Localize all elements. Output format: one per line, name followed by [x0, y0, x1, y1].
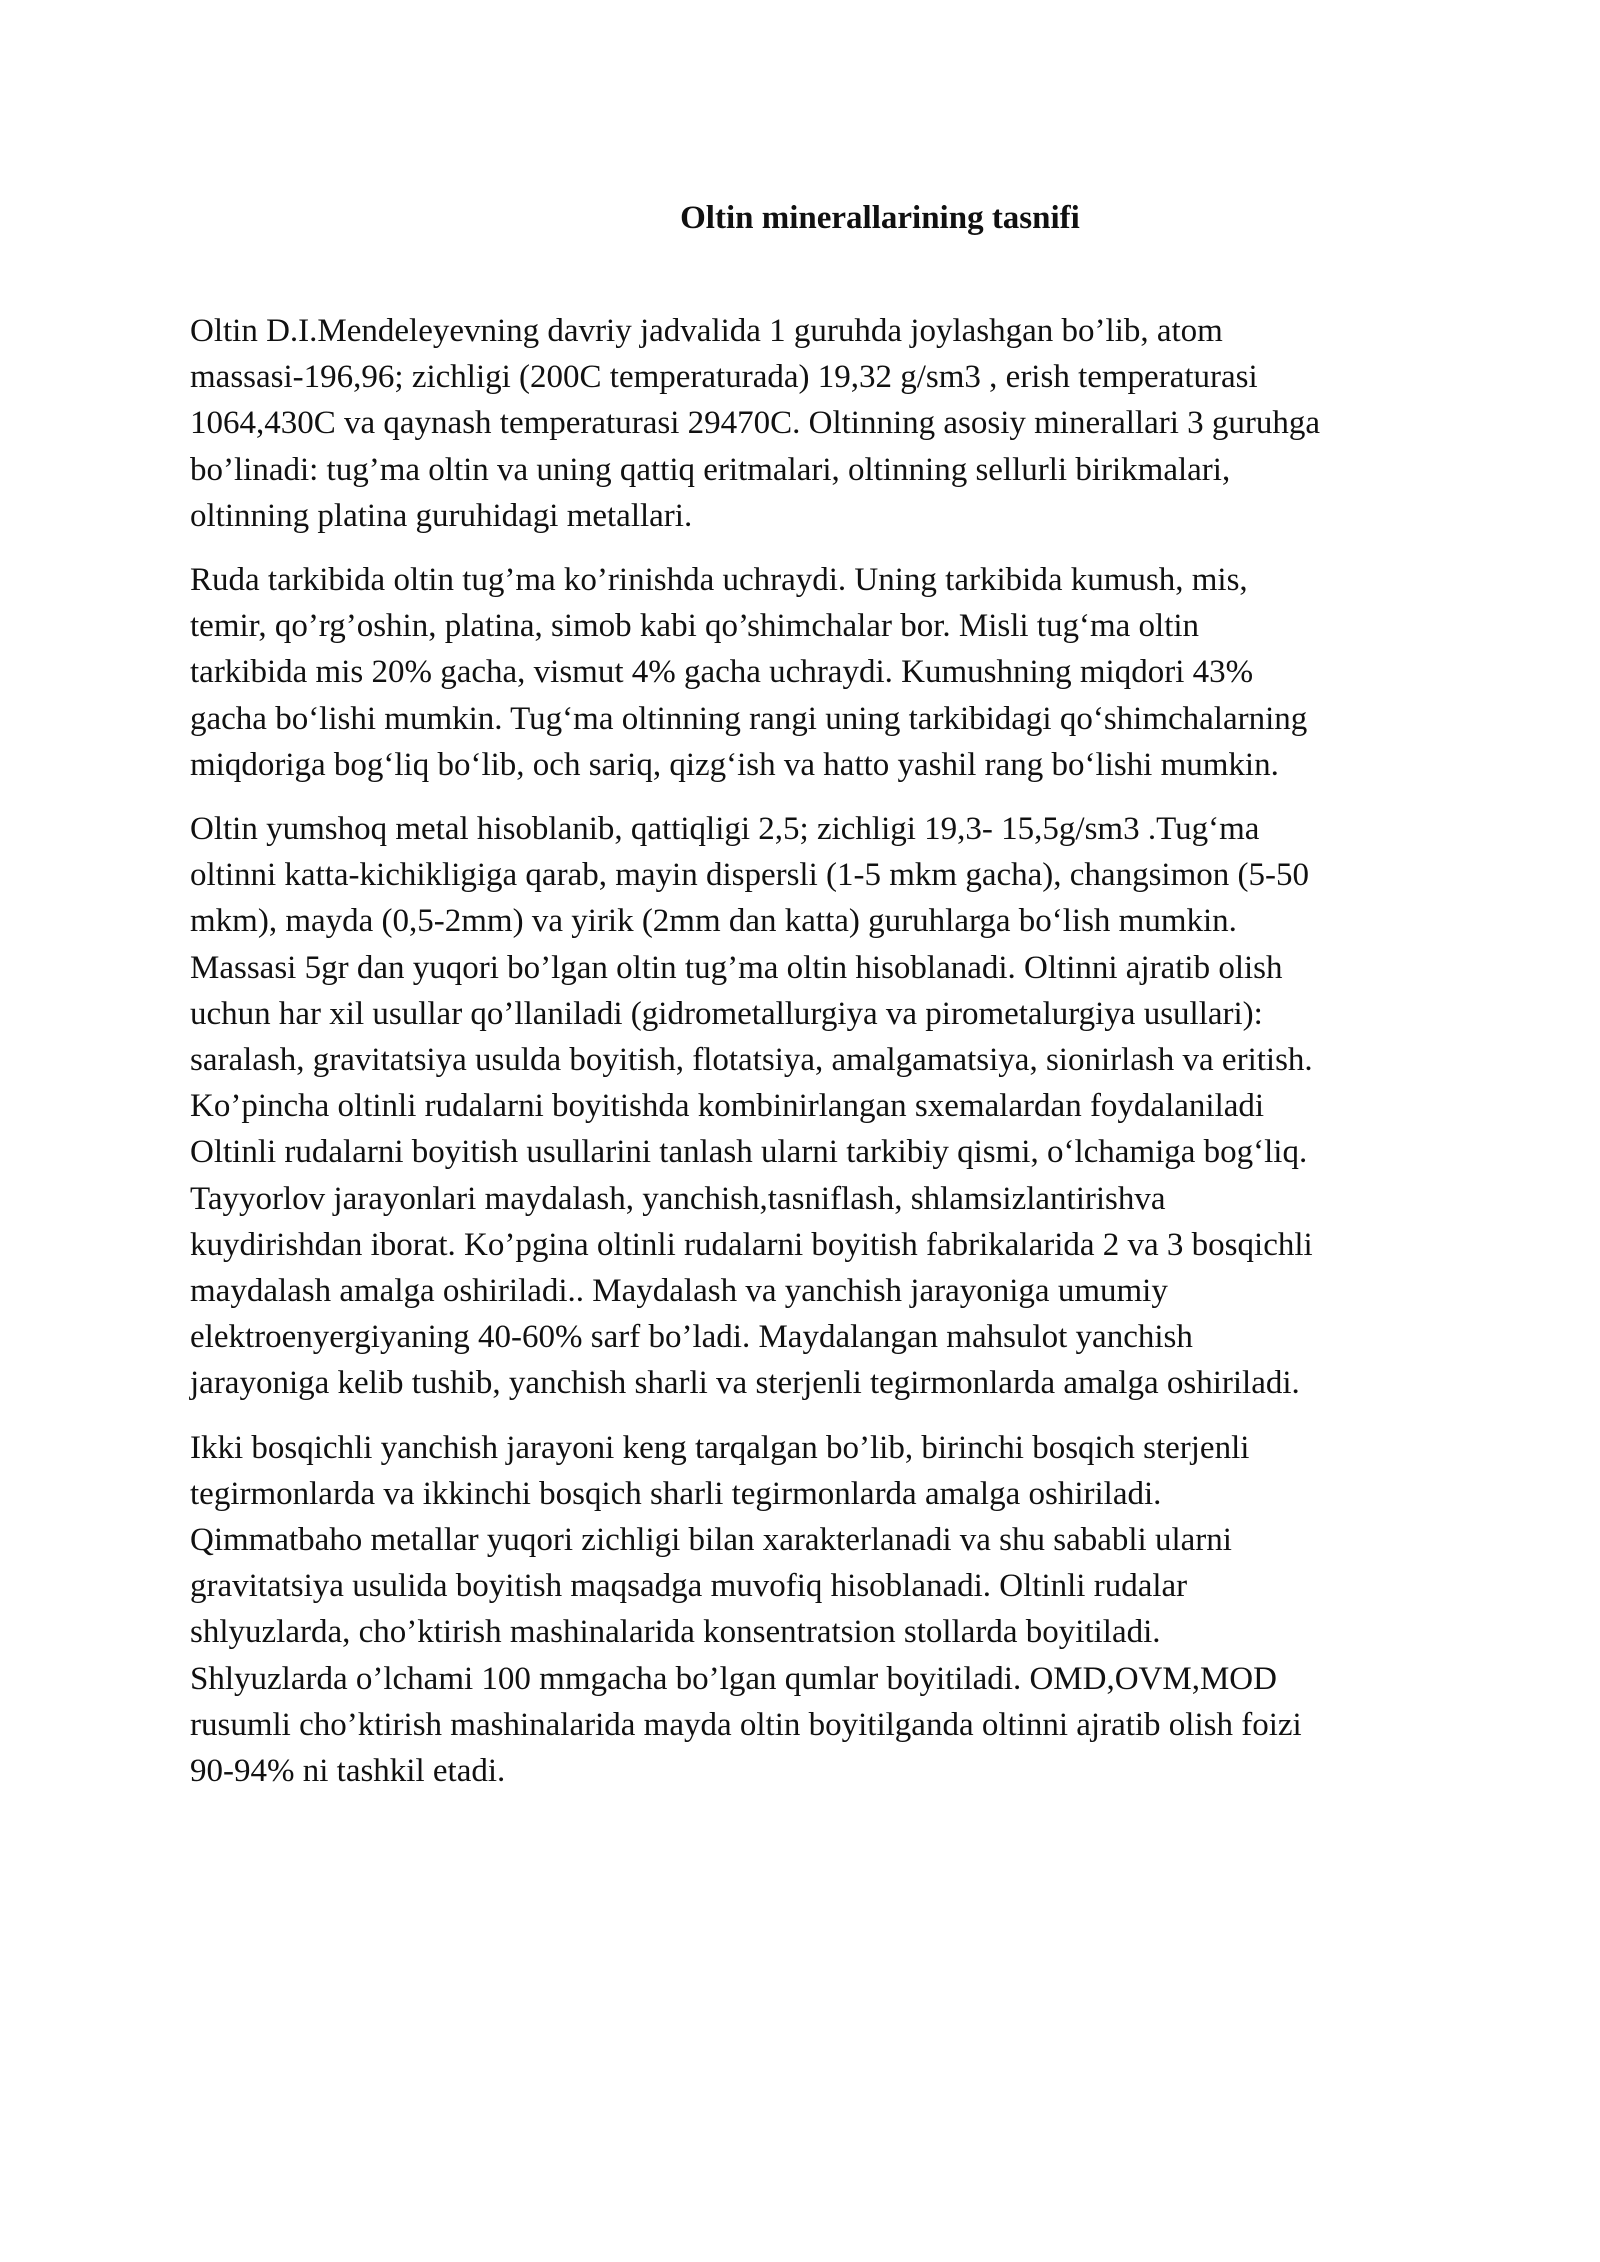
- text-line: Massasi 5gr dan yuqori bo’lgan oltin tug’ma oltin hisoblanadi. Oltinni ajratib olish: [190, 949, 1283, 986]
- text-line: tarkibida mis 20% gacha, vismut 4% gacha uchraydi. Kumushning miqdori 43%: [190, 654, 1254, 691]
- text-line: mkm), mayda (0,5-2mm) va yirik (2mm dan katta) guruhlarga bo‘lish mumkin.: [190, 903, 1237, 940]
- text-line: Ikki bosqichli yanchish jarayoni keng tarqalgan bo’lib, birinchi bosqich sterjenli: [190, 1429, 1250, 1466]
- text-line: jarayoniga kelib tushib, yanchish sharli va sterjenli tegirmonlarda amalga oshiriladi.: [190, 1365, 1300, 1402]
- text-line: saralash, gravitatsiya usulda boyitish, flotatsiya, amalgamatsiya, sionirlash va eritish.: [190, 1042, 1313, 1079]
- paragraph-1: [190, 308, 1500, 539]
- document-body: [190, 308, 1500, 1812]
- text-line: Qimmatbaho metallar yuqori zichligi bilan xarakterlanadi va shu sababli ularni: [190, 1522, 1232, 1559]
- text-line: Oltinli rudalarni boyitish usullarini tanlash ularni tarkibiy qismi, o‘lchamiga bog‘liq.: [190, 1134, 1308, 1171]
- text-line: uchun har xil usullar qo’llaniladi (gidrometallurgiya va pirometalurgiya usullari):: [190, 995, 1263, 1032]
- text-line: oltinning platina guruhidagi metallari.: [190, 497, 693, 534]
- text-line: gacha bo‘lishi mumkin. Tug‘ma oltinning rangi uning tarkibidagi qo‘shimchalarning: [190, 700, 1308, 737]
- text-line: shlyuzlarda, cho’ktirish mashinalarida konsentratsion stollarda boyitiladi.: [190, 1614, 1161, 1651]
- text-line: Ko’pincha oltinli rudalarni boyitishda kombinirlangan sxemalardan foydalaniladi: [190, 1088, 1265, 1125]
- text-line: tegirmonlarda va ikkinchi bosqich sharli tegirmonlarda amalga oshiriladi.: [190, 1475, 1162, 1512]
- document-title: Oltin minerallarining tasnifi: [680, 200, 1080, 236]
- text-line: temir, qo’rg’oshin, platina, simob kabi qo’shimchalar bor. Misli tug‘ma oltin: [190, 608, 1200, 645]
- text-line: massasi-196,96; zichligi (200C temperaturada) 19,32 g/sm3 , erish temperaturasi: [190, 359, 1258, 396]
- text-line: Oltin yumshoq metal hisoblanib, qattiqligi 2,5; zichligi 19,3- 15,5g/sm3 .Tug‘ma: [190, 811, 1260, 848]
- text-line: Ruda tarkibida oltin tug’ma ko’rinishda uchraydi. Uning tarkibida kumush, mis,: [190, 562, 1248, 599]
- text-line: gravitatsiya usulida boyitish maqsadga muvofiq hisoblanadi. Oltinli rudalar: [190, 1568, 1188, 1605]
- paragraph-2: [190, 557, 1500, 788]
- text-line: Shlyuzlarda o’lchami 100 mmgacha bo’lgan qumlar boyitiladi. OMD,OVM,MOD: [190, 1660, 1277, 1697]
- text-line: 90-94% ni tashkil etadi.: [190, 1753, 506, 1790]
- text-line: Oltin D.I.Mendeleyevning davriy jadvalida 1 guruhda joylashgan bo’lib, atom: [190, 313, 1223, 349]
- text-line: Tayyorlov jarayonlari maydalash, yanchish,tasniflash, shlamsizlantirishva: [190, 1180, 1166, 1217]
- text-line: elektroenyergiyaning 40-60% sarf bo’ladi. Maydalangan mahsulot yanchish: [190, 1319, 1193, 1356]
- text-line: oltinni katta-kichikligiga qarab, mayin dispersli (1-5 mkm gacha), changsimon (5-50: [190, 857, 1309, 894]
- text-line: kuydirishdan iborat. Ko’pgina oltinli rudalarni boyitish fabrikalarida 2 va 3 bosqichli: [190, 1226, 1313, 1263]
- paragraph-4: [190, 1425, 1500, 1795]
- paragraph-3: [190, 806, 1500, 1407]
- text-line: rusumli cho’ktirish mashinalarida mayda oltin boyitilganda oltinni ajratib olish foizi: [190, 1706, 1302, 1743]
- text-line: miqdoriga bog‘liq bo‘lib, och sariq, qizg‘ish va hatto yashil rang bo‘lishi mumkin.: [190, 746, 1279, 783]
- text-line: 1064,430C va qaynash temperaturasi 29470C. Oltinning asosiy minerallari 3 guruhga: [190, 405, 1321, 442]
- text-line: maydalash amalga oshiriladi.. Maydalash va yanchish jarayoniga umumiy: [190, 1273, 1168, 1310]
- text-line: bo’linadi: tug’ma oltin va uning qattiq eritmalari, oltinning sellurli birikmalari,: [190, 451, 1231, 488]
